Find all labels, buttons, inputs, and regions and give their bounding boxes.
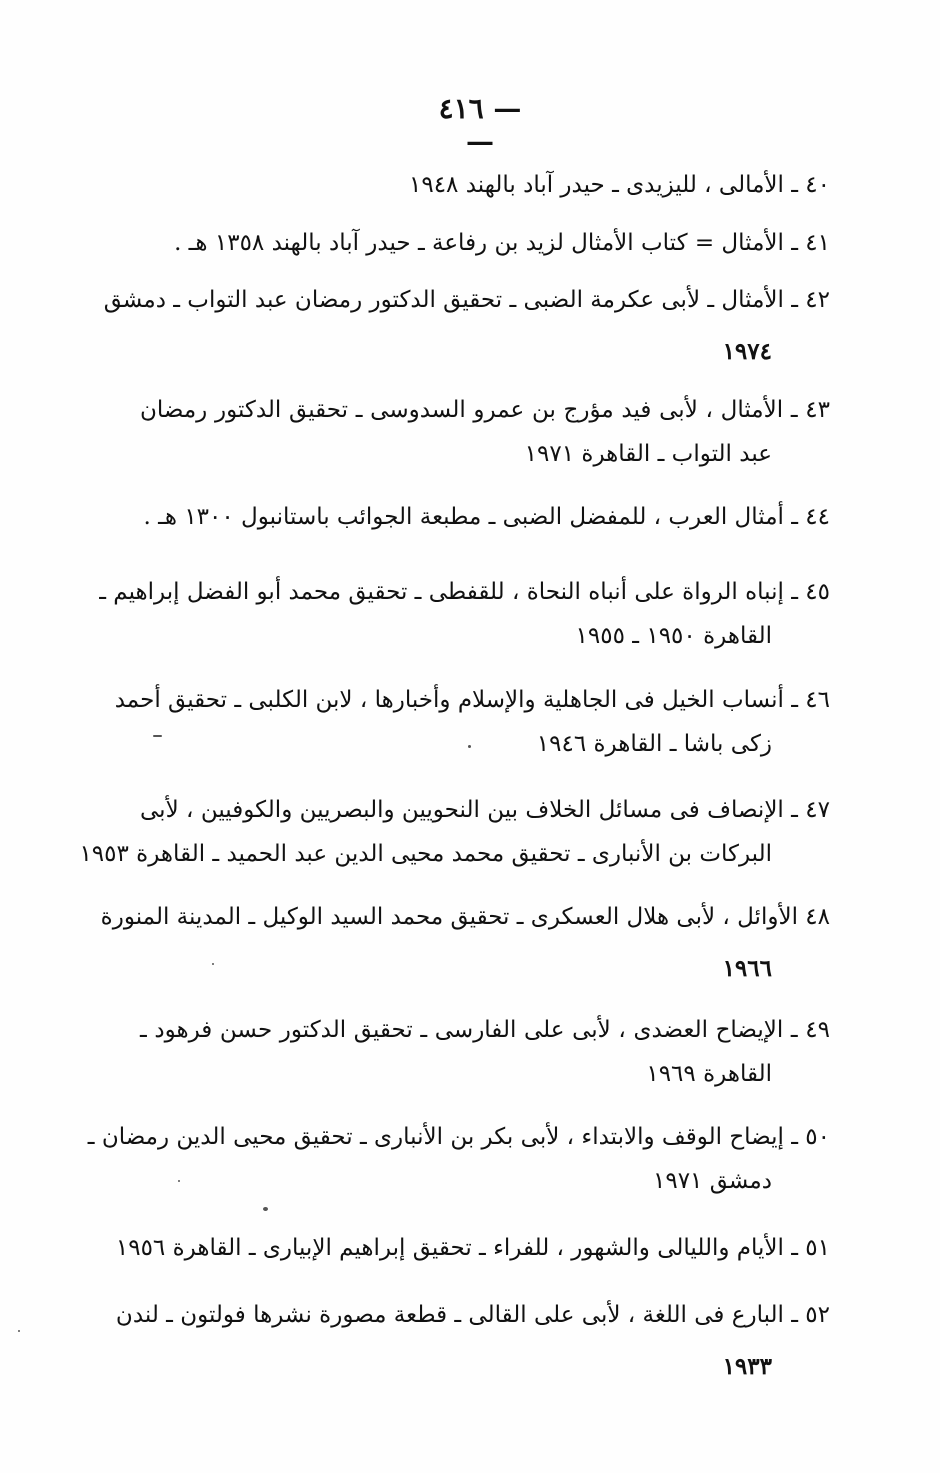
scan-speck [153, 735, 162, 737]
bibliography-entry-48 [100, 902, 830, 984]
entry-line: ٥٠ ـ إيضاح الوقف والابتداء ، لأبى بكر بن الأنبارى ـ تحقيق محيى الدين رمضان ـ [87, 1124, 830, 1150]
bibliography-entry-45 [99, 577, 830, 651]
entry-line: ٥١ ـ الأيام والليالى والشهور ، للفراء ـ تحقيق إبراهيم الإبيارى ـ القاهرة ١٩٥٦ [115, 1235, 830, 1261]
entry-line: دمشق ١٩٧١ [653, 1168, 772, 1194]
entry-line: القاهرة ١٩٦٩ [646, 1061, 772, 1087]
bibliography-entry-43 [140, 395, 830, 469]
bibliography-entry-52 [115, 1300, 830, 1382]
scan-speck [178, 1180, 180, 1182]
entry-line: ١٩٧٤ [722, 338, 772, 365]
bibliography-entry-40 [140, 170, 830, 200]
entry-line: ٤٩ ـ الإيضاح العضدى ، لأبى على الفارسى ـ تحقيق الدكتور حسن فرهود ـ [140, 1017, 830, 1043]
scan-speck [18, 1330, 20, 1332]
entry-line: ٤٥ ـ إنباه الرواة على أنباه النحاة ، للقفطى ـ تحقيق محمد أبو الفضل إبراهيم ـ [99, 579, 830, 605]
entry-line: ٤٤ ـ أمثال العرب ، للمفضل الضبى ـ مطبعة الجوائب باستانبول ١٣٠٠ هـ . [143, 504, 830, 530]
entry-line: ٤١ ـ الأمثال = كتاب الأمثال لزيد بن رفاعة ـ حيدر آباد بالهند ١٣٥٨ هـ . [174, 230, 830, 256]
entry-line: عبد التواب ـ القاهرة ١٩٧١ [524, 441, 772, 467]
bibliography-entry-49 [140, 1015, 830, 1089]
entry-line: ٤٦ ـ أنساب الخيل فى الجاهلية والإسلام وأخبارها ، لابن الكلبى ـ تحقيق أحمد [114, 687, 830, 713]
bibliography-entry-44 [140, 502, 830, 532]
entry-line: القاهرة ١٩٥٠ ـ ١٩٥٥ [575, 623, 772, 649]
page-number: — ٤١٦ — [438, 92, 522, 158]
entry-line: البركات بن الأنبارى ـ تحقيق محمد محيى الدين عبد الحميد ـ القاهرة ١٩٥٣ [79, 841, 772, 867]
entry-line: ٤٧ ـ الإنصاف فى مسائل الخلاف بين النحويين والبصريين والكوفيين ، لأبى [140, 797, 830, 823]
entry-line: ١٩٣٣ [722, 1353, 772, 1380]
bibliography-entry-50 [87, 1122, 830, 1196]
scan-speck [468, 745, 471, 748]
bibliography-entry-47 [79, 795, 830, 869]
bibliography-entry-41 [140, 228, 830, 258]
entry-line: ١٩٦٦ [722, 955, 772, 982]
bibliography-entry-42 [103, 285, 830, 367]
scan-speck [263, 1207, 268, 1211]
bibliography-entry-51 [115, 1233, 830, 1263]
entry-line: ٤٠ ـ الأمالى ، لليزيدى ـ حيدر آباد بالهند ١٩٤٨ [409, 172, 830, 198]
entry-line: ٤٣ ـ الأمثال ، لأبى فيد مؤرج بن عمرو السدوسى ـ تحقيق الدكتور رمضان [140, 397, 830, 423]
bibliography-entry-46 [114, 685, 830, 759]
entry-line: زكى باشا ـ القاهرة ١٩٤٦ [536, 731, 772, 757]
entry-line: ٥٢ ـ البارع فى اللغة ، لأبى على القالى ـ قطعة مصورة نشرها فولتون ـ لندن [115, 1302, 830, 1328]
entry-line: ٤٨ الأوائل ، لأبى هلال العسكرى ـ تحقيق محمد السيد الوكيل ـ المدينة المنورة [100, 904, 830, 930]
entry-line: ٤٢ ـ الأمثال ـ لأبى عكرمة الضبى ـ تحقيق الدكتور رمضان عبد التواب ـ دمشق [103, 287, 830, 313]
scan-speck [212, 963, 214, 965]
